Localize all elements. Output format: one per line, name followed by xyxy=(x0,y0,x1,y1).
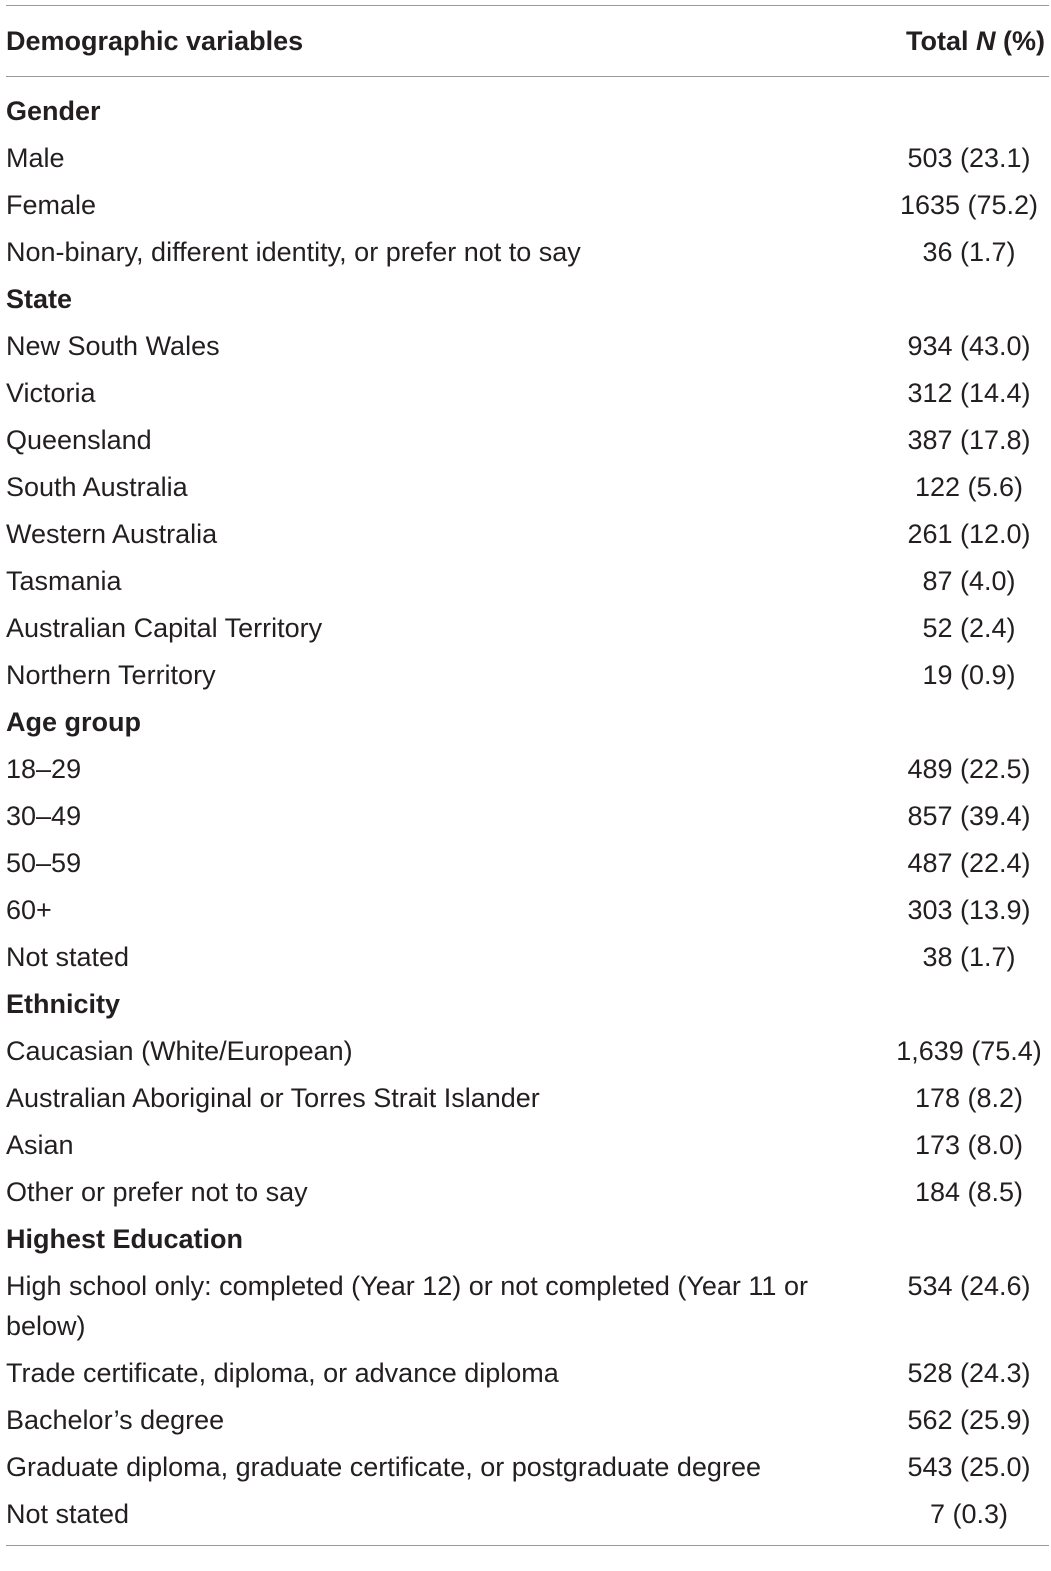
row-value: 303 (13.9) xyxy=(907,894,1031,925)
row-label: Australian Capital Territory xyxy=(6,612,323,643)
table-row xyxy=(6,651,1049,698)
table-header xyxy=(6,6,1049,76)
header-total-n: N xyxy=(976,25,996,56)
section-heading-row xyxy=(6,698,1049,745)
row-value: 934 (43.0) xyxy=(907,330,1031,361)
row-value: 562 (25.9) xyxy=(907,1404,1031,1435)
row-value: 38 (1.7) xyxy=(922,941,1016,972)
row-label: High school only: completed (Year 12) or not completed (Year 11 or below) xyxy=(6,1270,808,1341)
row-label: Female xyxy=(6,189,97,220)
row-value: 1,639 (75.4) xyxy=(896,1035,1042,1066)
row-value: 312 (14.4) xyxy=(907,377,1031,408)
row-value: 857 (39.4) xyxy=(907,800,1031,831)
table-row xyxy=(6,1349,1049,1396)
row-label: Not stated xyxy=(6,1498,130,1529)
table-row xyxy=(6,228,1049,275)
row-value: 178 (8.2) xyxy=(914,1082,1024,1113)
row-value: 543 (25.0) xyxy=(907,1451,1031,1482)
table-bottom-rule xyxy=(6,1545,1049,1546)
header-total-prefix: Total xyxy=(906,25,976,56)
section-heading-row xyxy=(6,1215,1049,1262)
row-value: 19 (0.9) xyxy=(922,659,1016,690)
row-value: 534 (24.6) xyxy=(907,1270,1031,1301)
table-row xyxy=(6,1443,1049,1490)
row-value: 1635 (75.2) xyxy=(899,189,1039,220)
section-heading-row xyxy=(6,87,1049,134)
row-label: 18–29 xyxy=(6,753,82,784)
section-title: Age group xyxy=(6,706,141,737)
row-label: 30–49 xyxy=(6,800,82,831)
table-row xyxy=(6,1490,1049,1537)
table-row xyxy=(6,839,1049,886)
table-row xyxy=(6,886,1049,933)
table-row xyxy=(6,1396,1049,1443)
row-value: 489 (22.5) xyxy=(907,753,1031,784)
section-heading-row xyxy=(6,980,1049,1027)
table-row xyxy=(6,1168,1049,1215)
section-title: Highest Education xyxy=(6,1223,244,1254)
row-value: 503 (23.1) xyxy=(907,142,1031,173)
row-value: 122 (5.6) xyxy=(914,471,1024,502)
row-label: South Australia xyxy=(6,471,188,502)
table-row xyxy=(6,1121,1049,1168)
row-value: 184 (8.5) xyxy=(914,1176,1024,1207)
table-row xyxy=(6,792,1049,839)
row-label: Australian Aboriginal or Torres Strait Islander xyxy=(6,1082,540,1113)
row-label: Non-binary, different identity, or prefer not to say xyxy=(6,236,581,267)
row-label: Male xyxy=(6,142,65,173)
row-value: 7 (0.3) xyxy=(929,1498,1009,1529)
row-label: Western Australia xyxy=(6,518,218,549)
row-label: Northern Territory xyxy=(6,659,216,690)
row-value: 261 (12.0) xyxy=(907,518,1031,549)
table-row xyxy=(6,604,1049,651)
row-label: Caucasian (White/European) xyxy=(6,1035,353,1066)
table-row xyxy=(6,369,1049,416)
row-value: 387 (17.8) xyxy=(907,424,1031,455)
row-value: 87 (4.0) xyxy=(922,565,1016,596)
row-label: Bachelor’s degree xyxy=(6,1404,225,1435)
table-row xyxy=(6,510,1049,557)
header-total-column xyxy=(906,26,1045,57)
row-label: New South Wales xyxy=(6,330,220,361)
row-label: Graduate diploma, graduate certificate, or postgraduate degree xyxy=(6,1451,761,1482)
table-row xyxy=(6,1027,1049,1074)
demographics-table xyxy=(6,5,1049,1546)
header-variable-column: Demographic variables xyxy=(6,25,304,56)
table-body xyxy=(6,77,1049,1537)
row-label: Queensland xyxy=(6,424,152,455)
row-label: Asian xyxy=(6,1129,74,1160)
table-row xyxy=(6,1262,1049,1349)
row-label: Victoria xyxy=(6,377,96,408)
table-row xyxy=(6,933,1049,980)
row-label: Trade certificate, diploma, or advance diploma xyxy=(6,1357,559,1388)
row-label: Not stated xyxy=(6,941,130,972)
section-heading-row xyxy=(6,275,1049,322)
row-label: Other or prefer not to say xyxy=(6,1176,308,1207)
row-label: 60+ xyxy=(6,894,52,925)
table-row xyxy=(6,745,1049,792)
row-value: 173 (8.0) xyxy=(914,1129,1024,1160)
table-row xyxy=(6,134,1049,181)
row-value: 36 (1.7) xyxy=(922,236,1016,267)
section-title: Ethnicity xyxy=(6,988,121,1019)
section-title: Gender xyxy=(6,95,101,126)
table-row xyxy=(6,557,1049,604)
table-row xyxy=(6,463,1049,510)
row-label: Tasmania xyxy=(6,565,122,596)
row-value: 487 (22.4) xyxy=(907,847,1031,878)
table-row xyxy=(6,416,1049,463)
row-label: 50–59 xyxy=(6,847,82,878)
table-row xyxy=(6,181,1049,228)
table-row xyxy=(6,1074,1049,1121)
row-value: 52 (2.4) xyxy=(922,612,1016,643)
header-total-suffix: (%) xyxy=(995,25,1045,56)
table-row xyxy=(6,322,1049,369)
section-title: State xyxy=(6,283,73,314)
row-value: 528 (24.3) xyxy=(907,1357,1031,1388)
